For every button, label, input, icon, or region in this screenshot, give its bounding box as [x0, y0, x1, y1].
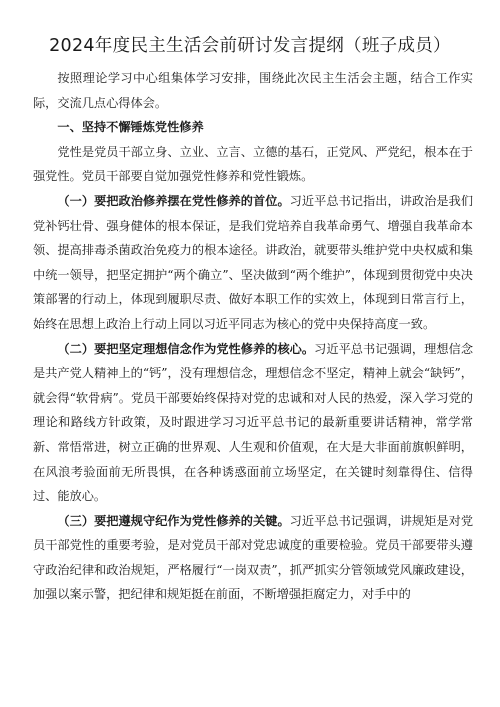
section-heading: 一、坚持不懈锤炼党性修养 [57, 120, 204, 135]
point-lead-3: （三）要把遵规守纪作为党性修养的关键。 [57, 513, 290, 528]
document-body [33, 66, 473, 607]
point-text-3: 习近平总书记强调，讲规矩是对党员干部党性的重要考验，是对党员干部对党忠诚度的重要检验。党员干部要带头遵守政治纪律和政治规矩，严格履行“一岗双责”，抓严抓实分管领域党风廉政建设，加强以案示警，把纪律和规矩挺在前面，不断增强拒腐定力，对手中的 [33, 513, 474, 602]
section-paragraph: 党性是党员干部立身、立业、立言、立德的基石，正党风、严党纪，根本在于强党性。党员干部要自觉加强党性修养和党性锻炼。 [33, 144, 473, 184]
point-paragraph-1 [33, 189, 473, 337]
point-paragraph-2 [33, 337, 473, 509]
point-lead-2: （二）要把坚定理想信念作为党性修养的核心。 [57, 341, 315, 356]
point-lead-1: （一）要把政治修养摆在党性修养的首位。 [57, 193, 290, 208]
intro-paragraph: 按照理论学习中心组集体学习安排，围绕此次民主生活会主题，结合工作实际，交流几点心得体会。 [33, 71, 473, 110]
point-paragraph-3 [33, 509, 473, 607]
document-title: 2024年度民主生活会前研讨发言提纲（班子成员） [49, 36, 451, 56]
point-text-2: 习近平总书记强调，理想信念是共产党人精神上的“钙”，没有理想信念，理想信念不坚定，精神上就会“缺钙”，就会得“软骨病”。党员干部要始终保持对党的忠诚和对人民的热爱，深入学习党的理论和路线方针政策，及时跟进学习习近平总书记的最新重要讲话精神，常学常新、常悟常进，树立正确的世界观、人生观和价值观，在大是大非面前旗帜鲜明，在风浪考验面前无所畏惧，在各种诱惑面前立场坚定，在关键时刻靠得住、信得过、能放心。 [33, 341, 474, 504]
point-text-1: 习近平总书记指出，讲政治是我们党补钙壮骨、强身健体的根本保证，是我们党培养自我革命勇气、增强自我革命本领、提高排毒杀菌政治免疫力的根本途径。讲政治，就要带头维护党中央权威和集中统一领导，把坚定拥护“两个确立”、坚决做到“两个维护”，体现到贯彻党中央决策部署的行动上，体现到履职尽责、做好本职工作的实效上，体现到日常言行上，始终在思想上政治上行动上同以习近平同志为核心的党中央保持高度一致。 [33, 193, 474, 331]
